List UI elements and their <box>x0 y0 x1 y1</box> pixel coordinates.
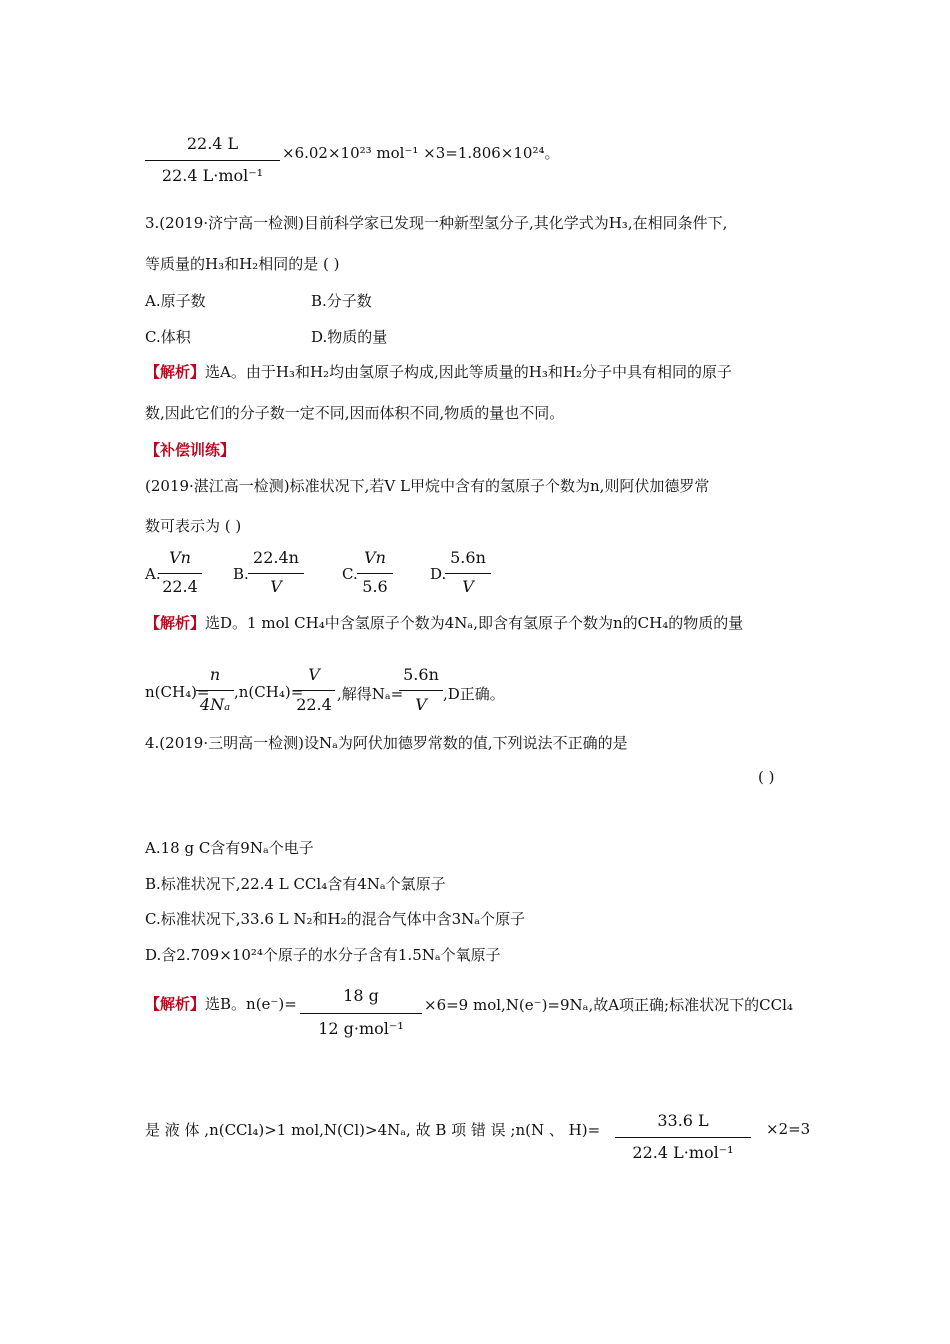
q3-option-d: D.物质的量 <box>311 328 388 346</box>
supp-opt-c-label: C. <box>342 565 358 583</box>
analysis-tag: 【解析】 <box>145 995 206 1013</box>
q4-analysis-line1 <box>145 994 297 1014</box>
supp-formula-f2-den: 22.4 <box>296 695 332 714</box>
supp-opt-c-num: Vn <box>364 548 386 567</box>
supp-analysis-line1 <box>145 613 743 633</box>
q4-option-d: D.含2.709×10²⁴个原子的水分子含有1.5Nₐ个氧原子 <box>145 946 501 964</box>
q4-option-b: B.标准状况下,22.4 L CCl₄含有4Nₐ个氯原子 <box>145 875 446 893</box>
analysis-tag: 【解析】 <box>145 363 206 381</box>
supp-formula-f3 <box>399 665 443 717</box>
supp-formula-f1-den: 4Nₐ <box>199 695 231 714</box>
supp-opt-b-fraction <box>248 548 304 598</box>
supp-opt-a-label: A. <box>145 565 161 583</box>
analysis-tag: 【解析】 <box>145 614 206 632</box>
supp-formula-mid2: ,解得Nₐ= <box>337 685 404 703</box>
supp-opt-a-num: Vn <box>169 548 191 567</box>
supp-opt-c-fraction <box>357 548 393 598</box>
supp-formula-mid: ,n(CH₄)= <box>234 683 304 701</box>
q4-option-a: A.18 g C含有9Nₐ个电子 <box>145 839 314 857</box>
supp-opt-b-num: 22.4n <box>253 548 299 567</box>
supp-opt-b-label: B. <box>233 565 249 583</box>
top-fraction-numerator: 22.4 L <box>186 134 239 153</box>
fraction-bar <box>158 573 202 574</box>
supp-formula-f2 <box>293 665 335 717</box>
supp-opt-a-den: 22.4 <box>162 577 198 596</box>
q4-analysis-f1-num: 18 g <box>343 986 379 1005</box>
q3-stem-line2: 等质量的H₃和H₂相同的是 ( ) <box>145 255 340 273</box>
supp-formula-f1 <box>196 665 234 717</box>
q3-analysis-line1 <box>145 362 732 382</box>
q3-analysis-text: 选A。由于H₃和H₂均由氢原子构成,因此等质量的H₃和H₂分子中具有相同的原子 <box>205 363 732 381</box>
q4-analysis-f1-den: 12 g·mol⁻¹ <box>318 1019 404 1038</box>
fraction-bar <box>248 573 304 574</box>
supp-opt-d-label: D. <box>430 565 447 583</box>
supp-formula-f3-den: V <box>415 695 427 714</box>
q4-analysis-f2 <box>615 1111 751 1167</box>
supp-opt-b-den: V <box>270 577 282 596</box>
supp-formula-f1-num: n <box>209 665 221 684</box>
supp-analysis-text: 选D。1 mol CH₄中含氢原子个数为4Nₐ,即含有氢原子个数为n的CH₄的物质的量 <box>205 614 744 632</box>
fraction-bar <box>399 690 443 691</box>
q3-analysis-line2: 数,因此它们的分子数一定不同,因而体积不同,物质的量也不同。 <box>145 404 565 422</box>
top-calc-tail: ×6.02×10²³ mol⁻¹ ×3=1.806×10²⁴。 <box>282 144 560 162</box>
supp-opt-c-den: 5.6 <box>362 577 388 596</box>
supp-formula-tail: ,D正确。 <box>443 685 505 703</box>
supp-opt-d-fraction <box>445 548 491 598</box>
q4-option-c: C.标准状况下,33.6 L N₂和H₂的混合气体中含3Nₐ个原子 <box>145 910 526 928</box>
supp-opt-a-fraction <box>158 548 202 598</box>
q4-analysis-line2-lead: 是 液 体 ,n(CCl₄)>1 mol,N(Cl)>4Nₐ, 故 B 项 错 误 ;n(N 、 H)= <box>145 1121 601 1139</box>
q4-analysis-line2-tail: ×2=3 <box>766 1120 811 1138</box>
q3-option-a: A.原子数 <box>145 292 206 310</box>
fraction-bar <box>300 1013 422 1014</box>
supplement-tag: 【补偿训练】 <box>145 441 236 459</box>
supp-opt-d-num: 5.6n <box>450 548 486 567</box>
q3-stem-line1: 3.(2019·济宁高一检测)目前科学家已发现一种新型氢分子,其化学式为H₃,在相同条件下, <box>145 214 728 232</box>
fraction-bar <box>357 573 393 574</box>
supp-opt-d-den: V <box>462 577 474 596</box>
q4-analysis-lead: 选B。n(e⁻)= <box>205 995 297 1013</box>
fraction-bar <box>293 690 335 691</box>
q4-answer-paren: ( ) <box>758 768 775 786</box>
q4-analysis-f1 <box>300 986 422 1042</box>
fraction-bar <box>145 160 280 161</box>
supplement-stem-line2: 数可表示为 ( ) <box>145 517 242 535</box>
top-fraction-denominator: 22.4 L·mol⁻¹ <box>161 166 264 185</box>
fraction-bar <box>445 573 491 574</box>
supplement-stem-line1: (2019·湛江高一检测)标准状况下,若V L甲烷中含有的氢原子个数为n,则阿伏加德罗常 <box>145 477 710 495</box>
q3-option-c: C.体积 <box>145 328 191 346</box>
q4-stem-line1: 4.(2019·三明高一检测)设Nₐ为阿伏加德罗常数的值,下列说法不正确的是 <box>145 734 628 752</box>
q3-option-b: B.分子数 <box>311 292 372 310</box>
supp-formula-lhs1: n(CH₄)= <box>145 683 210 701</box>
fraction-bar <box>196 690 234 691</box>
q4-analysis-tail1: ×6=9 mol,N(e⁻)=9Nₐ,故A项正确;标准状况下的CCl₄ <box>424 996 793 1014</box>
fraction-bar <box>615 1137 751 1138</box>
q4-analysis-f2-den: 22.4 L·mol⁻¹ <box>632 1143 734 1162</box>
top-fraction <box>145 134 280 190</box>
q4-analysis-f2-num: 33.6 L <box>657 1111 709 1130</box>
supp-formula-f2-num: V <box>308 665 320 684</box>
supp-formula-f3-num: 5.6n <box>403 665 439 684</box>
